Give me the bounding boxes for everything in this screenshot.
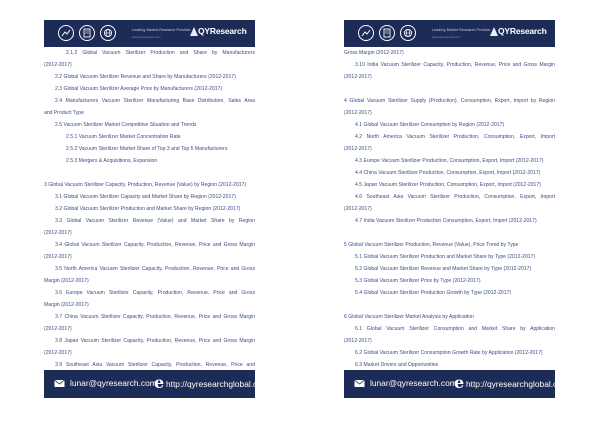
document-page-right [344, 20, 569, 398]
toc-line: 3.2 Global Vacuum Sterilizer Production and Market Share by Region (2012-2017) [55, 206, 241, 212]
document-icon [79, 25, 95, 41]
toc-line: 3.9 Southeast Asia Vacuum Sterilizer Capacity, Production, Revenue, Price and [55, 362, 255, 368]
toc-line: 3.8 Japan Vacuum Sterilizer Capacity, Production, Revenue, Price and Gross Margin [55, 338, 255, 344]
toc-line: (2012-2017) [344, 206, 372, 212]
toc-line: 3.3 Global Vacuum Sterilizer Revenue (Value) and Market Share by Region [55, 218, 255, 224]
toc-line: 5.1 Global Vacuum Sterilizer Production and Market Share by Type (2012-2017) [355, 254, 536, 260]
footer-website[interactable]: http://qyresearchglobal.com [466, 379, 569, 389]
page-header [344, 20, 555, 47]
toc-line: 4.6 Southeast Asia Vacuum Sterilizer Production, Consumption, Export, Import [355, 194, 555, 200]
toc-line: Gross Margin (2012-2017) [344, 50, 404, 56]
toc-line: (2012-2017) [44, 350, 72, 356]
toc-line: (2012-2017) [44, 62, 72, 68]
globe-icon [100, 25, 116, 41]
page-footer [44, 370, 269, 398]
document-page-left [44, 20, 269, 398]
toc-line: 2.5 Vacuum Sterilizer Market Competitive Situation and Trends [55, 122, 197, 128]
brand-logo: QYResearch [498, 26, 547, 36]
toc-line: and Product Type [44, 110, 84, 116]
toc-line: 5 Global Vacuum Sterilizer Production, Revenue (Value), Price Trend by Type [344, 242, 519, 248]
toc-line: 6 Global Vacuum Sterilizer Market Analysis by Application [344, 314, 474, 320]
header-tagline: Leading Market Research Provider [432, 28, 491, 32]
toc-line: (2012-2017) [44, 254, 72, 260]
header-url: www.qyresearch.com [132, 35, 161, 39]
toc-line: Margin (2012-2017) [44, 278, 89, 284]
footer-email[interactable]: lunar@qyresearch.com [70, 378, 157, 388]
document-icon [379, 25, 395, 41]
toc-line: (2012-2017) [44, 326, 72, 332]
toc-line: 2.5.1 Vacuum Sterilizer Market Concentration Rate [66, 134, 181, 140]
toc-line: 3.7 China Vacuum Sterilizer Capacity, Production, Revenue, Price and Gross Margin [55, 314, 255, 320]
toc-line: Margin (2012-2017) [44, 302, 89, 308]
header-url: www.qyresearch.com [432, 35, 461, 39]
toc-line: 3.6 Europe Vacuum Sterilizer Capacity, Production, Revenue, Price and Gross [55, 290, 255, 296]
chart-icon [58, 25, 74, 41]
toc-line: (2012-2017) [44, 230, 72, 236]
page-footer [344, 370, 569, 398]
header-tagline: Leading Market Research Provider [132, 28, 191, 32]
toc-line: (2012-2017) [344, 338, 372, 344]
toc-line: 6.2 Global Vacuum Sterilizer Consumption Growth Rate by Application (2012-2017) [355, 350, 543, 356]
toc-line: 2.5.3 Mergers & Acquisitions, Expansion [66, 158, 158, 164]
toc-line: (2012-2017) [344, 110, 372, 116]
toc-line: 6.1 Global Vacuum Sterilizer Consumption and Market Share by Application [355, 326, 555, 332]
qyresearch-logo-icon [490, 27, 498, 36]
toc-line: 3.1 Global Vacuum Sterilizer Capacity and Market Share by Region (2012-2017) [55, 194, 236, 200]
toc-line: 3.4 Global Vacuum Sterilizer Capacity, Production, Revenue, Price and Gross Margin [55, 242, 255, 248]
toc-line: 2.2 Global Vacuum Sterilizer Revenue and Share by Manufacturers (2012-2017) [55, 74, 236, 80]
footer-website[interactable]: http://qyresearchglobal.com [166, 379, 269, 389]
toc-line: 2.5.2 Vacuum Sterilizer Market Share of Top 3 and Top 5 Manufacturers [66, 146, 228, 152]
mail-icon [354, 378, 365, 389]
toc-line: (2012-2017) [344, 74, 372, 80]
toc-line: 4.5 Japan Vacuum Sterilizer Production, Consumption, Export, Import (2012-2017) [355, 182, 541, 188]
qyresearch-logo-icon [190, 27, 198, 36]
toc-line: 2.3 Global Vacuum Sterilizer Average Price by Manufacturers (2012-2017) [55, 86, 223, 92]
toc-line: 5.2 Global Vacuum Sterilizer Revenue and Market Share by Type (2012-2017) [355, 266, 532, 272]
toc-line: 2.4 Manufacturers Vacuum Sterilizer Manufacturing Base Distribution, Sales Area [55, 98, 255, 104]
toc-line: 4.4 China Vacuum Sterilizer Production, Consumption, Export, Import (2012-2017) [355, 170, 541, 176]
mail-icon [54, 378, 65, 389]
brand-logo: QYResearch [198, 26, 247, 36]
toc-line: 2.1.2 Global Vacuum Sterilizer Production and Share by Manufacturers [66, 50, 255, 56]
globe-icon [400, 25, 416, 41]
toc-line: 3.10 India Vacuum Sterilizer Capacity, Production, Revenue, Price and Gross Margin [355, 62, 555, 68]
toc-line: 4.2 North America Vacuum Sterilizer Production, Consumption, Export, Import [355, 134, 555, 140]
toc-line: 4.7 India Vacuum Sterilizer Production Consumption, Export, Import (2012-2017) [355, 218, 537, 224]
page-header [44, 20, 255, 47]
toc-line: 4 Global Vacuum Sterilizer Supply (Production), Consumption, Export, Import by Region [344, 98, 555, 104]
toc-line: 5.4 Global Vacuum Sterilizer Production Growth by Type (2012-2017) [355, 290, 512, 296]
toc-line: (2012-2017) [344, 146, 372, 152]
toc-line: 4.1 Global Vacuum Sterilizer Consumption by Region (2012-2017) [355, 122, 505, 128]
toc-line: 3 Global Vacuum Sterilizer Capacity, Production, Revenue (Value) by Region (2012-2017) [44, 182, 247, 188]
footer-email[interactable]: lunar@qyresearch.com [370, 378, 457, 388]
toc-line: 6.3 Market Drivers and Opportunities [355, 362, 439, 368]
web-icon: e [454, 373, 465, 392]
web-icon: e [154, 373, 165, 392]
toc-line: 5.3 Global Vacuum Sterilizer Price by Type (2012-2017) [355, 278, 481, 284]
chart-icon [358, 25, 374, 41]
toc-line: 3.5 North America Vacuum Sterilizer Capacity, Production, Revenue, Price and Gross [55, 266, 255, 272]
toc-line: 4.3 Europe Vacuum Sterilizer Production, Consumption, Export, Import (2012-2017) [355, 158, 544, 164]
